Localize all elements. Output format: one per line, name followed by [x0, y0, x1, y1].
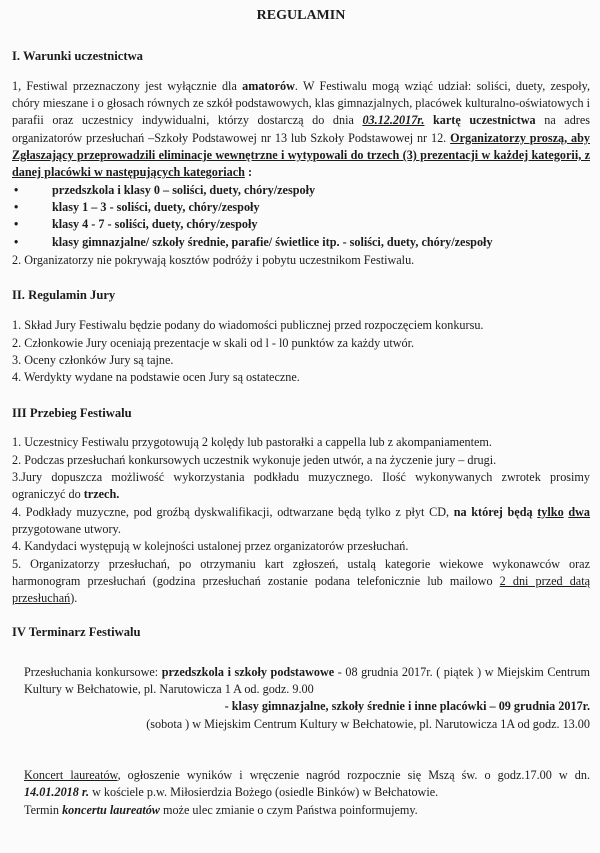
category-list — [12, 182, 590, 251]
list-item: • klasy 1 – 3 - soliści, duety, chóry/zespoły — [12, 199, 590, 216]
list-item: 5. Organizatorzy przesłuchań, po otrzymaniu kart zgłoszeń, ustalą kategorie wiekowe wykonawców oraz harmonogram przesłuchań (godzina przesłuchań zostanie podana telefonicznie lub mailowo 2 dni przed datą przesłuchań). — [12, 556, 591, 606]
travel-costs-note: 2. Organizatorzy nie pokrywają kosztów podróży i pobytu uczestnikom Festiwalu. — [12, 253, 415, 268]
schedule-secondary-venue: (sobota ) w Miejskim Centrum Kultury w Bełchatowie, pl. Narutowicza 1A od godz. 13.00 — [146, 716, 590, 731]
deadline-date: 03.12.2017r. — [362, 113, 425, 128]
list-item: 3. Oceny członków Jury są tajne. — [12, 352, 174, 367]
section-schedule — [12, 624, 590, 819]
list-item: 4. Podkłady muzyczne, pod groźbą dyskwalifikacji, odtwarzane będą tylko z płyt CD, na której będą tylko dwa przygotowane utwory. — [12, 504, 591, 537]
list-item: • przedszkola i klasy 0 – soliści, duety, chóry/zespoły — [12, 182, 590, 199]
bullet-icon: • — [14, 182, 19, 197]
schedule-secondary-line: - klasy gimnazjalne, szkoły średnie i inne placówki – 09 grudnia 2017r. — [224, 699, 590, 714]
section-festival-course — [12, 405, 590, 608]
laureates-concert: Koncert laureatów, ogłoszenie wyników i wręczenie nagród rozpocznie się Mszą św. o godz.17.00 w dn. 14.01.2018 r. w kościele p.w. Miłosierdzia Bożego (osiedle Binków) w Bełchatowie. — [24, 767, 590, 800]
list-item: • klasy gimnazjalne/ szkoły średnie, parafie/ świetlice itp. - soliści, duety, chóry/zespoły — [12, 234, 590, 251]
schedule-primary: Przesłuchania konkursowe: przedszkola i szkoły podstawowe - 08 grudnia 2017r. ( piątek ) w Miejskim Centrum Kultury w Bełchatowie, pl. Narutowicza 1 A od. godz. 9.00 — [24, 664, 590, 696]
bullet-icon: • — [14, 217, 19, 232]
section-jury — [12, 287, 590, 386]
list-item: 4. Werdykty wydane na podstawie ocen Jury są ostateczne. — [12, 370, 300, 385]
section-heading-participation: I. Warunki uczestnictwa — [12, 48, 143, 63]
section-heading-festival-course: III Przebieg Festiwalu — [12, 405, 132, 420]
bullet-icon: • — [14, 200, 19, 215]
list-item: • klasy 4 - 7 - soliści, duety, chóry/zespoły — [12, 216, 590, 233]
list-item: 1. Uczestnicy Festiwalu przygotowują 2 kolędy lub pastorałki a cappella lub z akompaniamentem. — [12, 435, 492, 450]
list-item: 4. Kandydaci występują w kolejności ustalonej przez organizatorów przesłuchań. — [12, 539, 409, 554]
list-item: 2. Członkowie Jury oceniają prezentacje w skali od l - l0 punktów za każdy utwór. — [12, 335, 415, 350]
list-item: 3.Jury dopuszcza możliwość wykorzystania podkładu muzycznego. Ilość wykonywanych zwrotek prosimy ograniczyć do trzech. — [12, 470, 590, 502]
document-title: REGULAMIN — [256, 8, 346, 23]
concert-date-note: Termin koncertu laureatów może ulec zmianie o czym Państwa poinformujemy. — [24, 802, 418, 817]
bullet-icon: • — [14, 234, 19, 249]
organizers-request: Organizatorzy proszą, aby Zgłaszający przeprowadzili eliminacje wewnętrzne i wytypowali do trzech (3) prezentacji w każdej kategorii, z danej placówki w następujących kategoriach — [12, 130, 590, 180]
participation-paragraph: 1, Festiwal przeznaczony jest wyłącznie dla amatorów. W Festiwalu mogą wziąć udział: soliści, duety, zespoły, chóry mieszane i o głosach równych ze szkół podstawowych, klas gimnazjalnych, placówek kulturalno-oświatowych i parafii oraz uczestnicy indywidualni, którzy dostarczą do dnia 03.12.2017r. kartę uczestnictwa na adres organizatorów przesłuchań –Szkoły Podstawowej nr 13 lub Szkoły Podstawowej nr 12. Organizatorzy proszą, aby Zgłaszający przeprowadzili eliminacje wewnętrzne i wytypowali do trzech (3) prezentacji w każdej kategorii, z danej placówki w następujących kategoriach : — [12, 78, 591, 180]
entry-form-label: kartę uczestnictwa — [433, 113, 536, 128]
section-heading-jury: II. Regulamin Jury — [12, 288, 116, 303]
section-participation — [12, 48, 590, 269]
list-item: 2. Podczas przesłuchań konkursowych uczestnik wykonuje jeden utwór, a na życzenie jury – drugi. — [12, 452, 497, 467]
list-item: 1. Skład Jury Festiwalu będzie podany do wiadomości publicznej przed rozpoczęciem konkursu. — [12, 318, 484, 333]
section-heading-schedule: IV Terminarz Festiwalu — [12, 624, 141, 639]
amateurs-word: amatorów — [242, 78, 295, 93]
